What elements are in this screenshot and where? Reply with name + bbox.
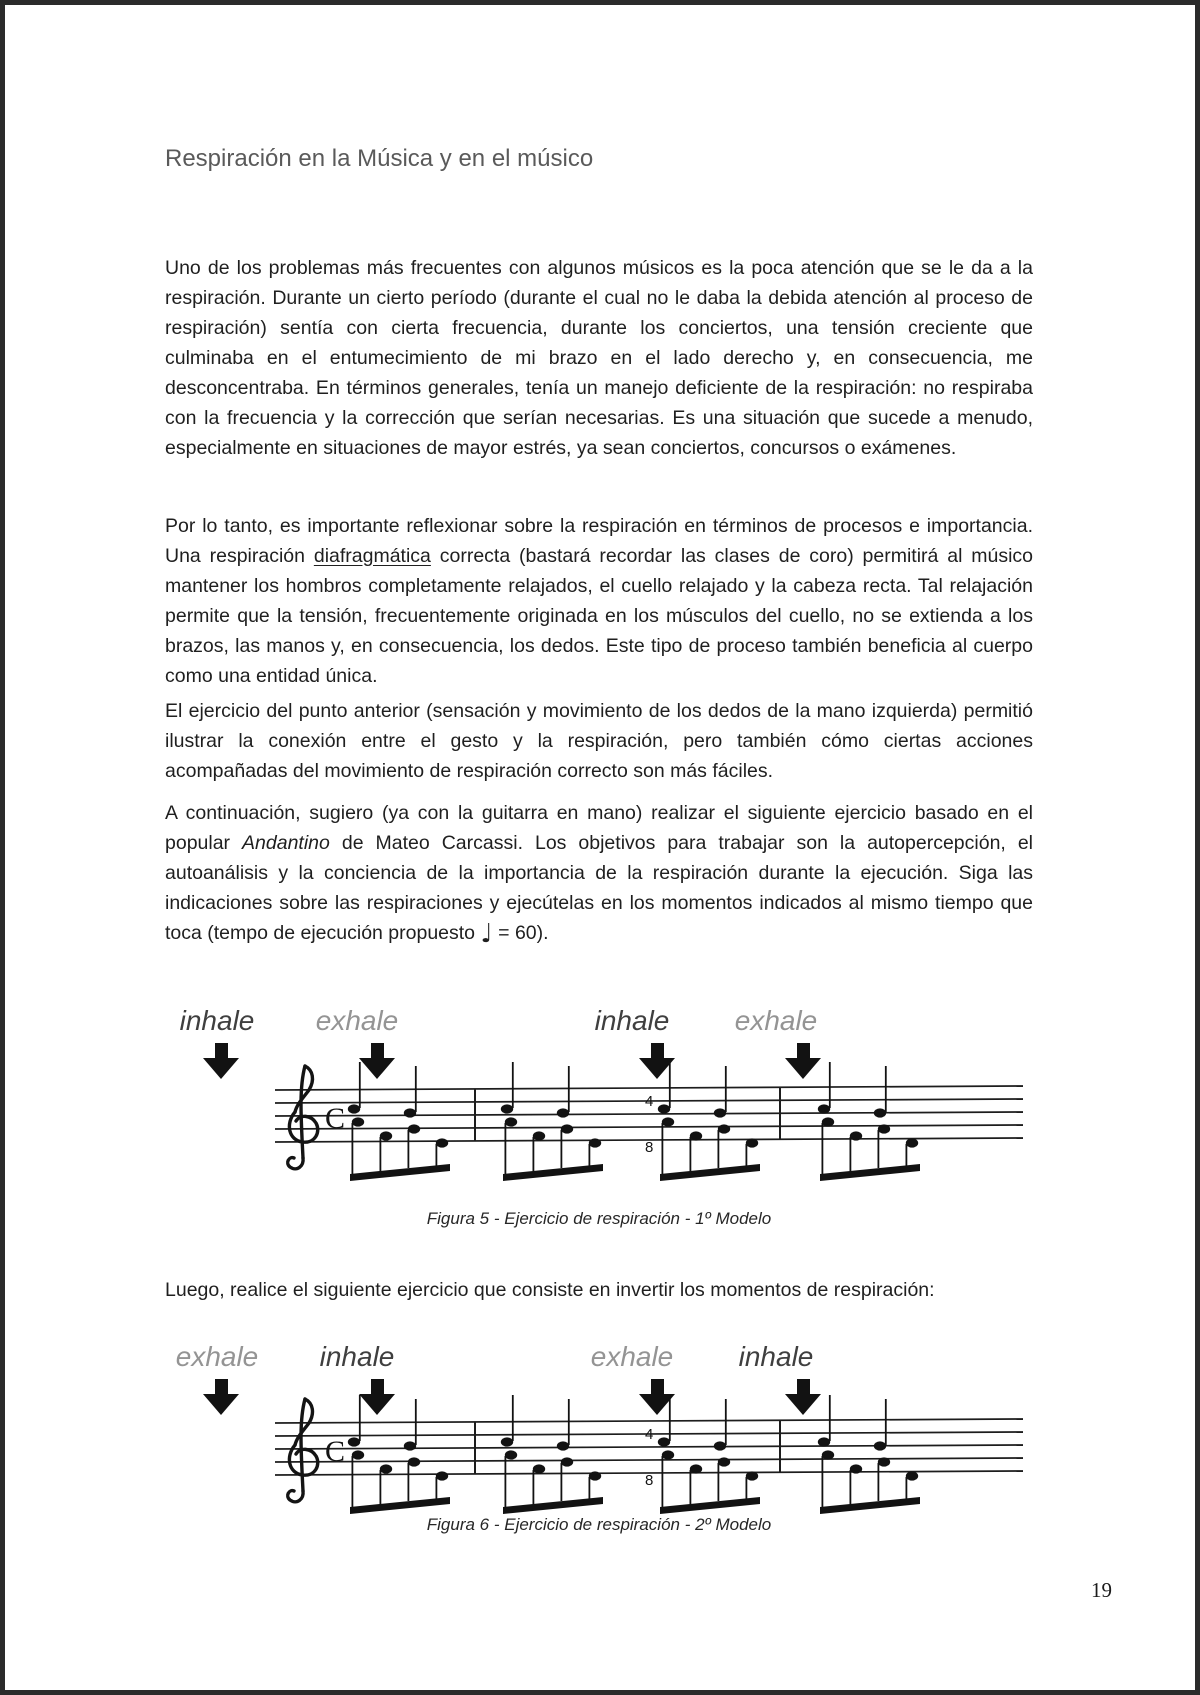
down-arrow-icon: [203, 1379, 239, 1415]
breath-label: inhale: [319, 1341, 395, 1372]
down-arrow-icon: [203, 1043, 239, 1079]
score-numeral-4: 4: [645, 1093, 654, 1110]
breath-label: inhale: [594, 1005, 670, 1036]
paragraph-1: Uno de los problemas más frecuentes con algunos músicos es la poca atención que se le da a la respiración. Durante un cierto período (durante el cual no le daba la debida atención al proceso de respiración) sentía con cierta frecuencia, durante los conciertos, una tensión creciente que culminaba en el entumecimiento de mi brazo en el lado derecho y, en consecuencia, me desconcentraba. En términos generales, tenía un manejo deficiente de la respiración: no respiraba con la frecuencia y la corrección que serían necesarias. Es una situación que sucede a menudo, especialmente en situaciones de mayor estrés, ya sean conciertos, concursos o exámenes.: [165, 256, 1033, 459]
page-title: Respiración en la Música y en el músico: [165, 145, 594, 172]
music-figure-1: [155, 1005, 1065, 1235]
breath-label: exhale: [175, 1341, 259, 1372]
breath-label: exhale: [315, 1005, 399, 1036]
paragraph-5: Luego, realice el siguiente ejercicio que consiste en invertir los momentos de respiración:: [165, 1278, 935, 1301]
underlined-term: diafragmática: [313, 544, 431, 567]
page-number: 19: [1091, 1578, 1112, 1602]
score-numeral-8: 8: [645, 1472, 654, 1489]
quarter-note-icon: ♩: [480, 918, 493, 949]
breath-label: inhale: [179, 1005, 255, 1036]
breath-label: exhale: [734, 1005, 818, 1036]
paragraph-2: [165, 511, 1033, 691]
common-time-symbol: C: [325, 1435, 346, 1468]
paragraph-2-text: Por lo tanto, es importante reflexionar sobre la respiración en términos de procesos e importancia. Una respiración: [165, 514, 1033, 567]
paragraph-4: [165, 798, 1033, 949]
common-time-symbol: C: [325, 1102, 346, 1135]
paragraph-4-text-cont: de Mateo Carcassi. Los objetivos para trabajar son la autopercepción, el autoanálisis y la conciencia de la importancia de la respiración durante la ejecución. Siga las indicaciones sobre las respiraciones y ejecútelas en los momentos indicados al mismo tiempo que toca (tempo de ejecución propuesto: [165, 831, 1034, 944]
paragraph-4-text-end: = 60).: [492, 921, 549, 944]
paragraph-4-text: A continuación, sugiero (ya con la guitarra en mano) realizar el siguiente ejercicio basado en el popular: [165, 801, 1033, 854]
score-numeral-4: 4: [645, 1426, 654, 1443]
figure-caption: Figura 5 - Ejercicio de respiración - 1º Modelo: [426, 1209, 772, 1228]
music-score-svg: [275, 1393, 1025, 1563]
work-title-italic: Andantino: [242, 831, 330, 854]
breath-label: exhale: [590, 1341, 674, 1372]
figure-caption: Figura 6 - Ejercicio de respiración - 2º Modelo: [426, 1515, 772, 1534]
music-score-svg: [275, 1060, 1025, 1230]
breath-label: inhale: [738, 1341, 814, 1372]
paragraph-2-text-cont: correcta (bastará recordar las clases de coro) permitirá al músico mantener los hombros completamente relajados, el cuello relajado y la cabeza recta. Tal relajación permite que la tensión, frecuentemente originada en los músculos del cuello, no se extienda a los brazos, las manos y, en consecuencia, los dedos. Este tipo de proceso también beneficia al cuerpo como una entidad única.: [165, 544, 1034, 687]
score-numeral-8: 8: [645, 1139, 654, 1156]
music-figure-2: [155, 1341, 1065, 1571]
paragraph-3: El ejercicio del punto anterior (sensación y movimiento de los dedos de la mano izquierda) permitió ilustrar la conexión entre el gesto y la respiración, pero también cómo ciertas acciones acompañadas del movimiento de respiración correcto son más fáciles.: [165, 699, 1033, 782]
